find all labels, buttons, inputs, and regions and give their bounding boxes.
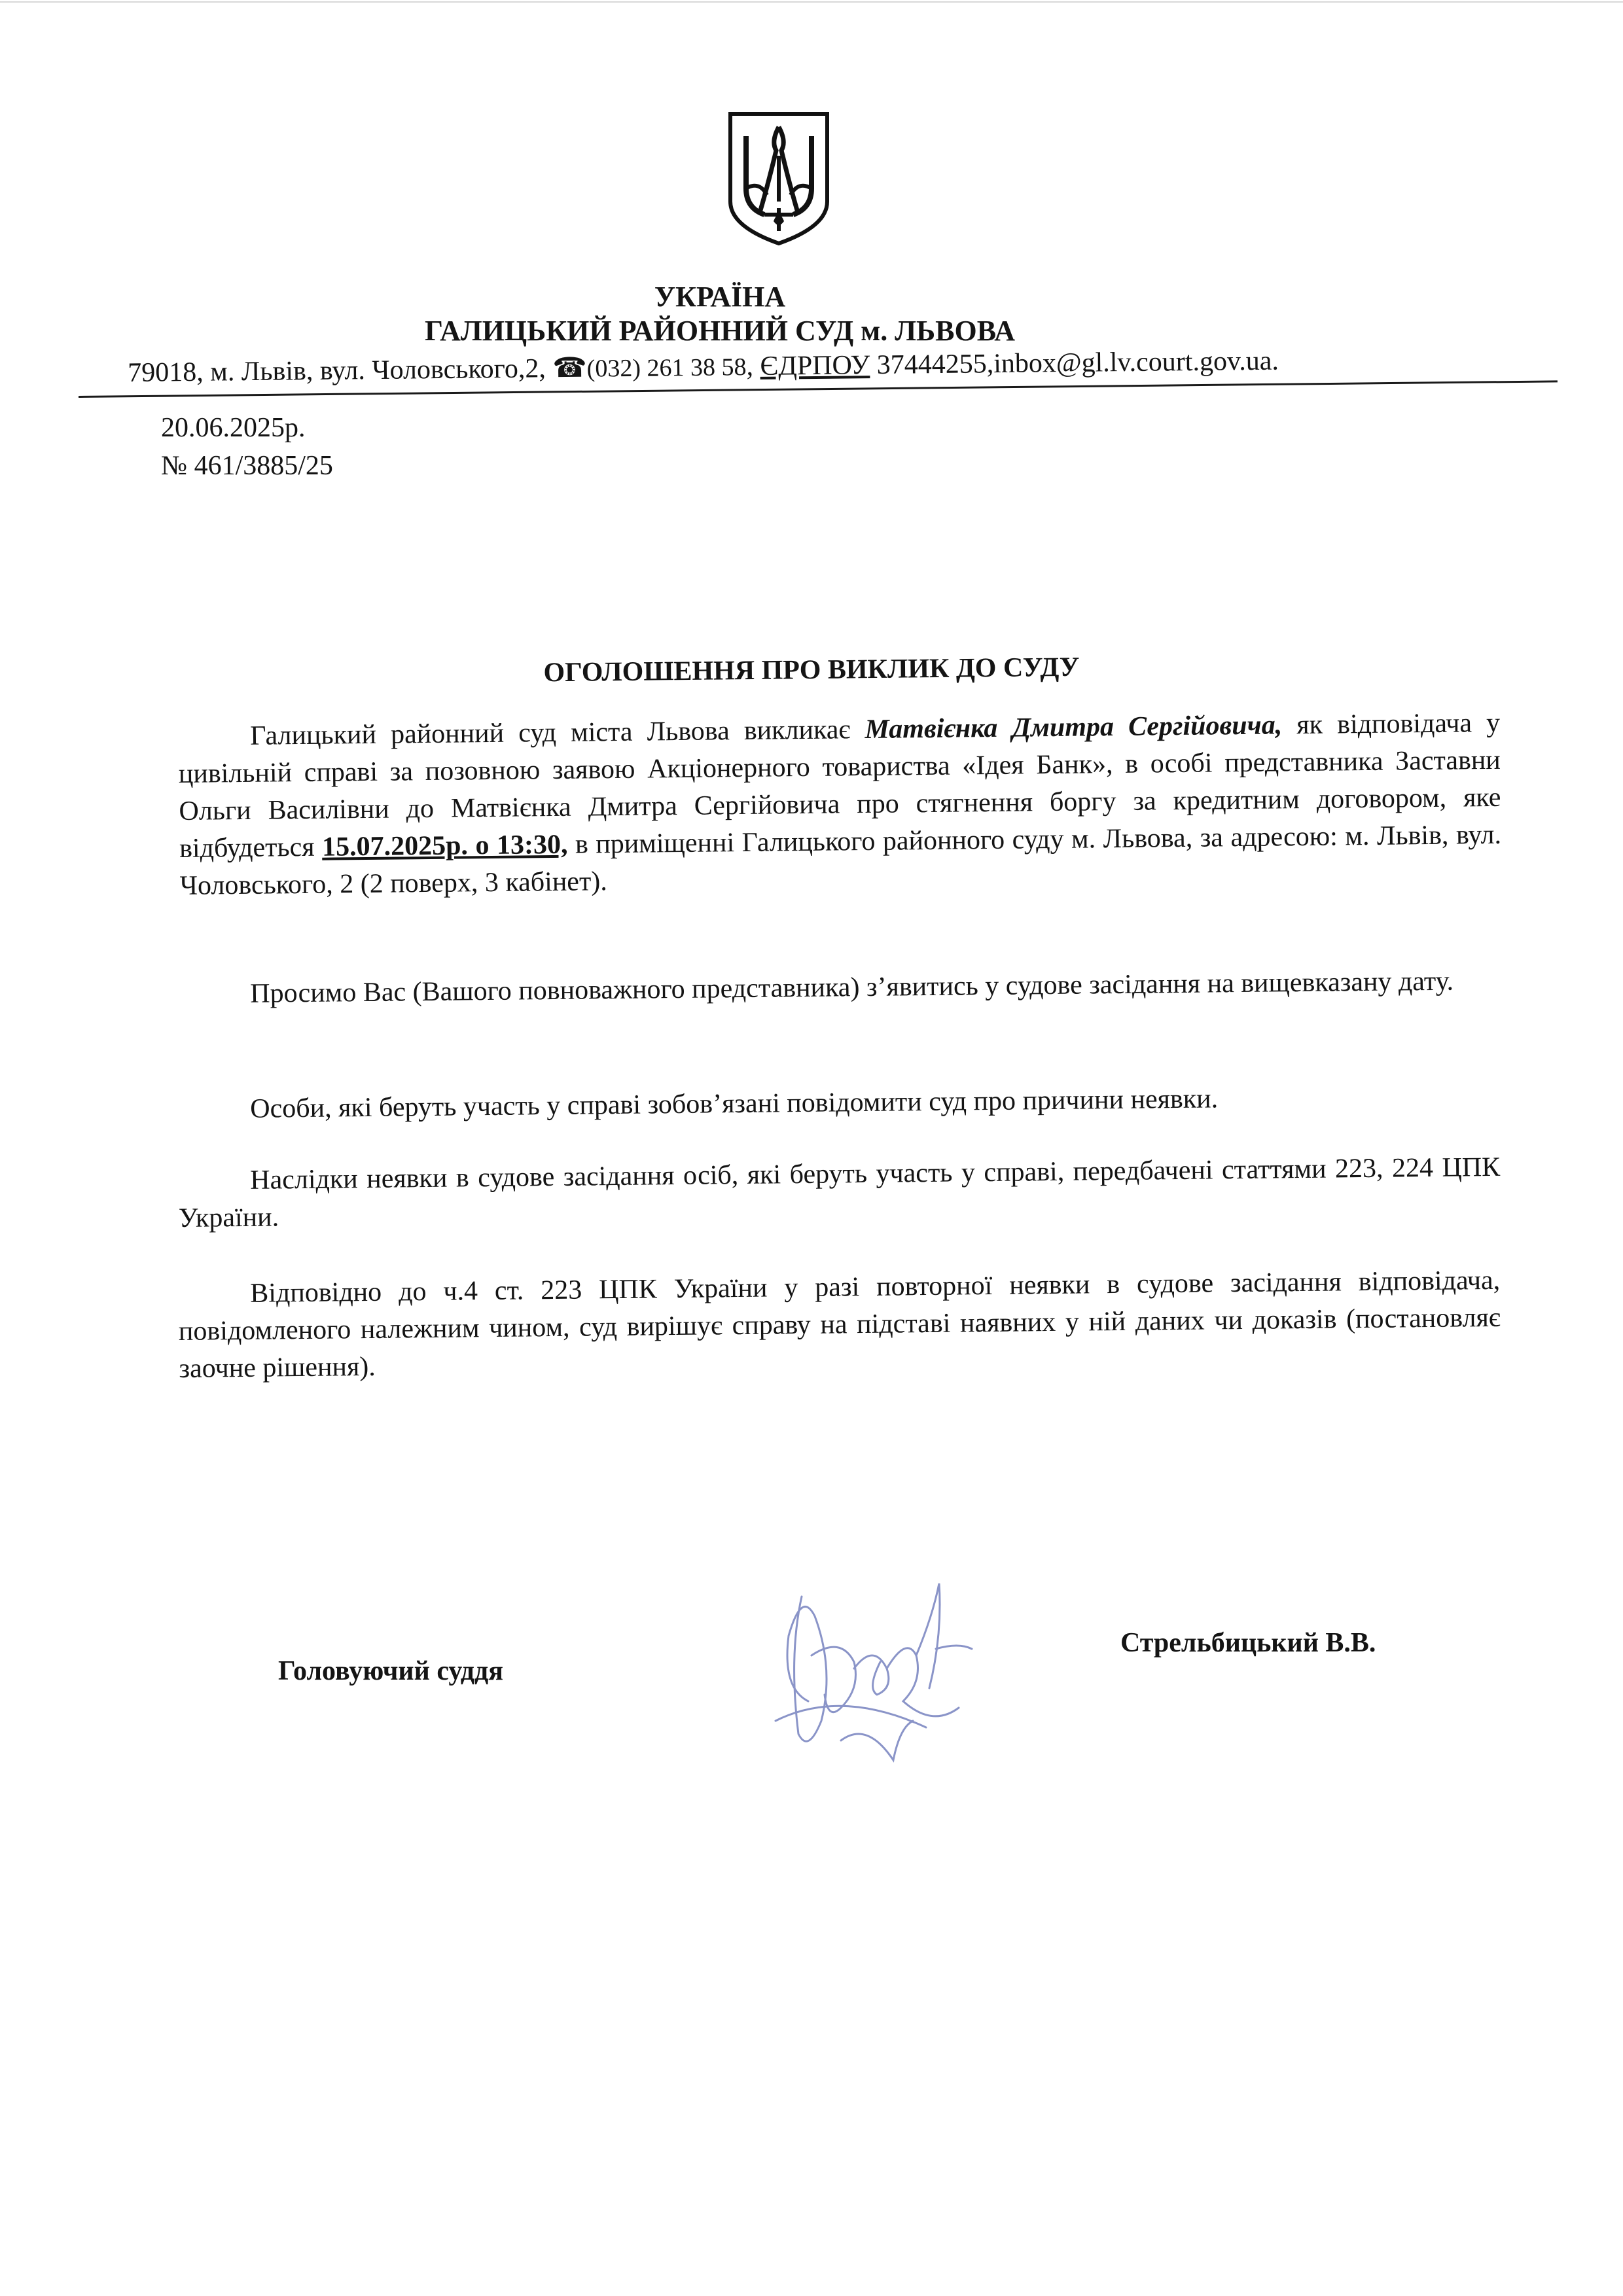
- document-date: 20.06.2025р.: [161, 413, 306, 443]
- paragraph-text: як відповідача у цивільній справі за позовною заявою Акціонерного товариства «Ідея Банк», в особі представника Заставни Ольги Василівни до Матвієнка Дмитра Сергійовича про стягнення боргу за кредитним договором, яке відбудеться: [178, 707, 1501, 864]
- handwritten-signature: [762, 1557, 985, 1773]
- edrpou-label: ЄДРПОУ: [760, 350, 870, 381]
- telephone-icon: ☎: [552, 353, 587, 384]
- paragraph-request: [178, 963, 1500, 1014]
- defendant-name: Матвієнка Дмитра Сергійовича,: [865, 710, 1283, 745]
- paragraph-consequences: [178, 1149, 1501, 1237]
- paragraph-default-judgment: [178, 1262, 1501, 1388]
- hearing-datetime: 15.07.2025р. о 13:30,: [321, 829, 568, 862]
- paragraph-summons: [178, 705, 1502, 905]
- paragraph-text: Відповідно до ч.4 ст. 223 ЦПК України у разі повторної неявки в судове засідання відповідача, повідомленого належним чином, суд вирішує справу на підставі наявних у ній даних чи доказів (постановляє заочне рішення).: [178, 1265, 1501, 1384]
- court-address-line: 79018, м. Львів, вул. Чоловського,2, ☎(032) 261 38 58, ЄДРПОУ 37444255,inbox@gl.lv.court.gov.ua.: [128, 345, 1279, 388]
- country-heading: УКРАЇНА: [654, 281, 786, 313]
- judge-name: Стрельбицький В.В.: [1120, 1628, 1376, 1658]
- paragraph-text: Галицький районний суд міста Львова викликає: [250, 715, 865, 751]
- scan-edge-line: [0, 1, 1623, 3]
- document-title: ОГОЛОШЕННЯ ПРО ВИКЛИК ДО СУДУ: [543, 652, 1080, 688]
- paragraph-obligation: [178, 1078, 1500, 1129]
- paragraph-text: в приміщенні Галицького районного суду м. Львова, за адресою: м. Львів, вул. Чоловського, 2 (2 поверх, 3 кабінет).: [179, 819, 1502, 901]
- phone-number: (032) 261 38 58: [586, 353, 747, 383]
- paragraph-text: Наслідки неявки в судове засідання осіб, які беруть участь у справі, передбачені статтями 223, 224 ЦПК України.: [178, 1152, 1501, 1233]
- edrpou-email: 37444255,inbox@gl.lv.court.gov.ua.: [869, 345, 1279, 381]
- case-number: № 461/3885/25: [161, 451, 333, 481]
- coat-of-arms-icon: [726, 110, 831, 247]
- paragraph-text: Особи, які беруть участь у справі зобов’язані повідомити суд про причини неявки.: [250, 1084, 1219, 1124]
- paragraph-text: Просимо Вас (Вашого повноважного представника) з’явитись у судове засідання на вищевказану дату.: [250, 966, 1454, 1009]
- court-name: ГАЛИЦЬКИЙ РАЙОННИЙ СУД м. ЛЬВОВА: [424, 315, 1016, 347]
- address-text: 79018, м. Львів, вул. Чоловського,2,: [128, 353, 553, 388]
- judge-role: Головуючий суддя: [278, 1656, 503, 1686]
